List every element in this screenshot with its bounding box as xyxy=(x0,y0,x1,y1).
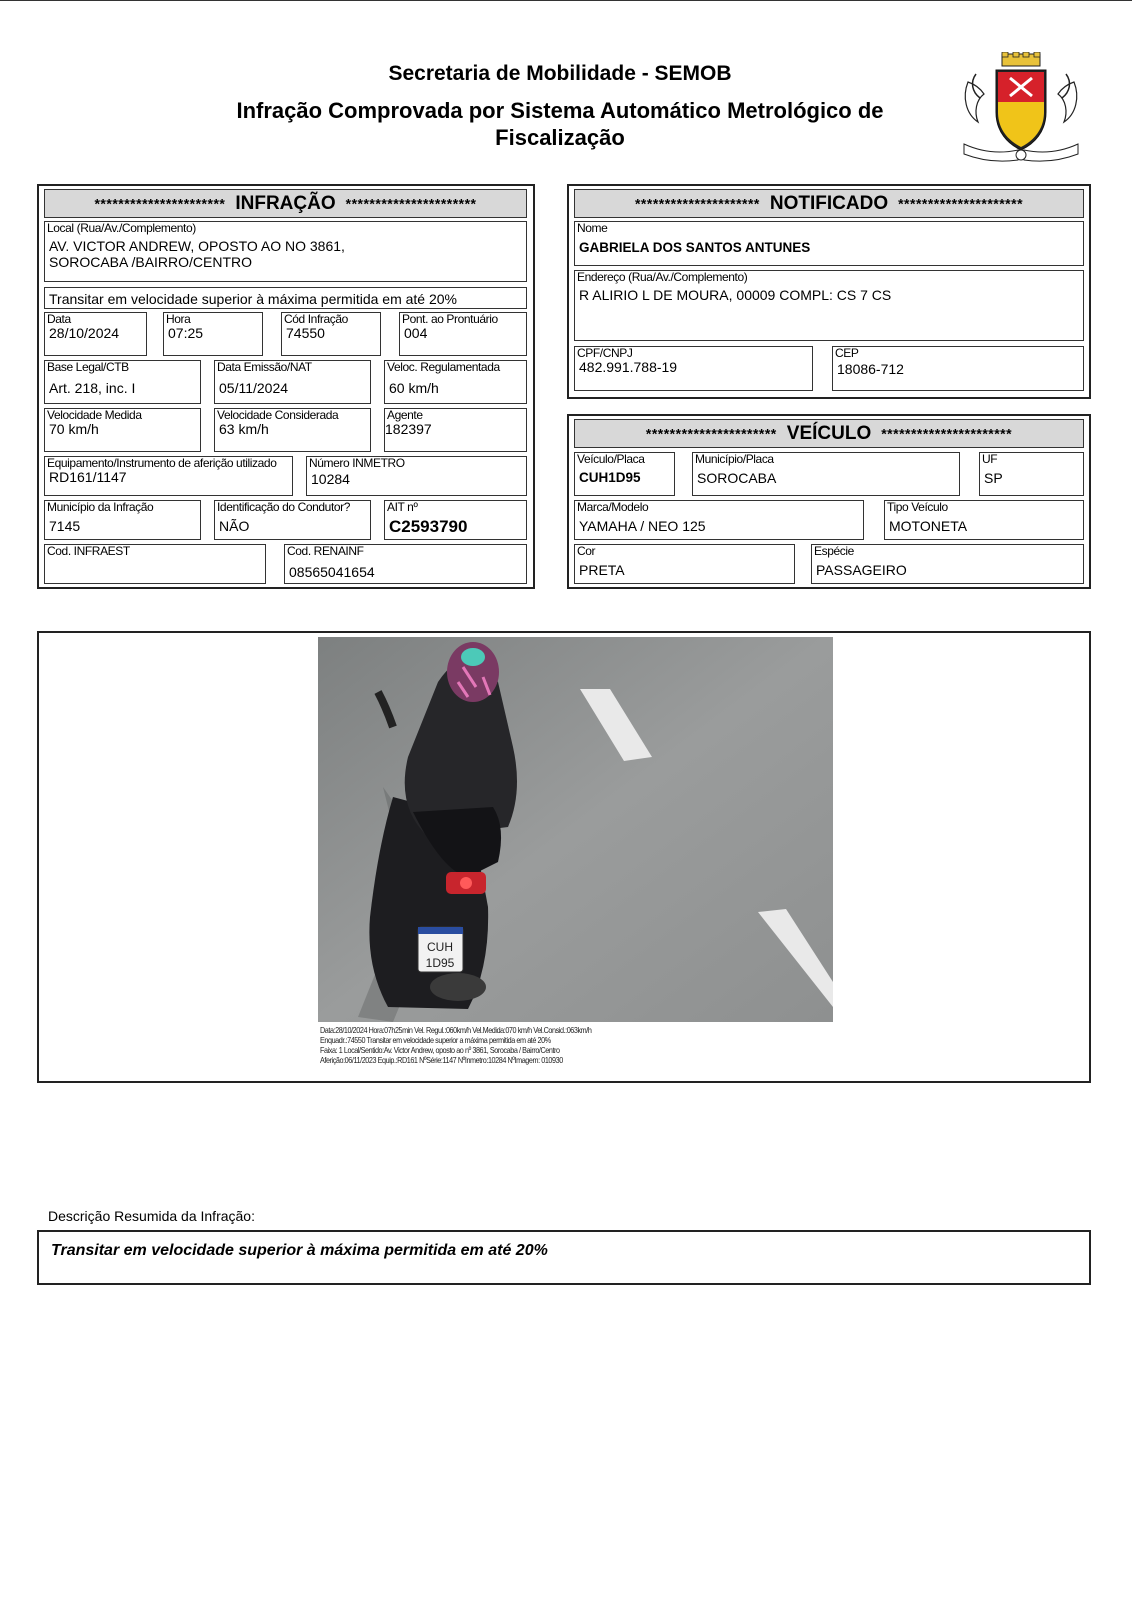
infracao-header xyxy=(44,189,527,218)
plate-line-1: CUH xyxy=(427,940,453,954)
cep-field xyxy=(832,346,1084,391)
uf-value: SP xyxy=(984,470,1003,486)
local-line-2: SOROCABA /BAIRRO/CENTRO xyxy=(49,254,253,270)
base-legal-value: Art. 218, inc. I xyxy=(49,380,136,396)
marca-modelo-label: Marca/Modelo xyxy=(577,500,649,514)
marca-modelo-field xyxy=(574,500,864,540)
stars-right: ********************** xyxy=(881,425,1013,442)
inmetro-value: 10284 xyxy=(311,471,350,487)
hora-field xyxy=(163,312,263,356)
cor-value: PRETA xyxy=(579,562,625,578)
municipio-infracao-value: 7145 xyxy=(49,518,81,534)
caption-line-4: Aferição:06/11/2023 Equip.:RD161 NºSérie:1147 NºInmetro:10284 NºImagem: 010930 xyxy=(320,1055,563,1065)
cod-infracao-field xyxy=(281,312,381,356)
hora-label: Hora xyxy=(166,312,191,326)
data-value: 28/10/2024 xyxy=(49,325,120,341)
descricao-field xyxy=(44,287,527,309)
local-line-1: AV. VICTOR ANDREW, OPOSTO AO NO 3861, xyxy=(49,238,345,254)
ait-field xyxy=(384,500,527,540)
caption-line-3: Faixa: 1 Local/Sentido:Av. Victor Andrew, oposto ao nº 3861, Sorocaba / Bairro/Centro xyxy=(320,1045,560,1055)
cpf-value: 482.991.788-19 xyxy=(579,359,678,375)
pontuacao-value: 004 xyxy=(404,325,428,341)
cpf-label: CPF/CNPJ xyxy=(577,346,633,360)
coat-of-arms-icon xyxy=(960,52,1082,164)
agente-value: 182397 xyxy=(385,421,432,437)
cod-infraest-label: Cod. INFRAEST xyxy=(47,544,130,558)
uf-field xyxy=(979,452,1084,496)
descricao-resumida-box xyxy=(37,1230,1091,1285)
municipio-infracao-field xyxy=(44,500,201,540)
uf-label: UF xyxy=(982,452,998,466)
road-scene-image xyxy=(318,637,833,1022)
pontuacao-field xyxy=(399,312,527,356)
veloc-regulamentada-label: Veloc. Regulamentada xyxy=(387,360,500,374)
base-legal-label: Base Legal/CTB xyxy=(47,360,129,374)
placa-label: Veículo/Placa xyxy=(577,452,645,466)
tipo-veiculo-label: Tipo Veículo xyxy=(887,500,948,514)
cod-renainf-field xyxy=(284,544,527,584)
notificado-title: NOTIFICADO xyxy=(769,193,889,215)
especie-field xyxy=(811,544,1084,584)
inmetro-field xyxy=(306,456,527,496)
inmetro-label: Número INMETRO xyxy=(309,456,405,470)
velocidade-medida-value: 70 km/h xyxy=(49,421,99,437)
top-border-line xyxy=(0,0,1132,1)
nome-value: GABRIELA DOS SANTOS ANTUNES xyxy=(579,240,811,255)
agente-label: Agente xyxy=(387,408,423,422)
veloc-regulamentada-value: 60 km/h xyxy=(389,380,439,396)
notificado-header xyxy=(574,189,1084,218)
subtitle-line-2: Fiscalização xyxy=(495,125,625,150)
descricao-value: Transitar em velocidade superior à máxima permitida em até 20% xyxy=(49,291,457,307)
velocidade-medida-field xyxy=(44,408,201,452)
endereco-label: Endereço (Rua/Av./Complemento) xyxy=(577,270,748,284)
page-subtitle xyxy=(200,97,920,151)
plate-line-2: 1D95 xyxy=(425,956,455,970)
data-emissao-value: 05/11/2024 xyxy=(219,380,289,396)
veiculo-header xyxy=(574,419,1084,448)
caption-line-1: Data:28/10/2024 Hora:07h25min Vel. Regul.:060km/h Vel.Medida:070 km/h Vel.Consid.:063km/h xyxy=(320,1025,592,1035)
evidence-photo xyxy=(318,637,833,1022)
placa-field xyxy=(574,452,675,496)
notificado-panel xyxy=(567,184,1091,399)
cep-label: CEP xyxy=(835,346,859,360)
cor-label: Cor xyxy=(577,544,596,558)
cep-value: 18086-712 xyxy=(837,361,904,377)
equipamento-label: Equipamento/Instrumento de aferição utilizado xyxy=(47,456,277,470)
especie-value: PASSAGEIRO xyxy=(816,562,907,578)
endereco-field xyxy=(574,270,1084,341)
identificacao-condutor-label: Identificação do Condutor? xyxy=(217,500,351,514)
local-field xyxy=(44,221,527,282)
cod-infraest-field xyxy=(44,544,266,584)
tipo-veiculo-field xyxy=(884,500,1084,540)
municipio-placa-field xyxy=(692,452,960,496)
velocidade-considerada-label: Velocidade Considerada xyxy=(217,408,339,422)
page-title: Secretaria de Mobilidade - SEMOB xyxy=(388,62,732,85)
cpf-field xyxy=(574,346,813,391)
municipio-placa-value: SOROCABA xyxy=(697,470,777,486)
data-emissao-label: Data Emissão/NAT xyxy=(217,360,312,374)
equipamento-value: RD161/1147 xyxy=(49,469,127,485)
endereco-value: R ALIRIO L DE MOURA, 00009 COMPL: CS 7 CS xyxy=(579,287,892,303)
descricao-resumida-text: Transitar em velocidade superior à máxima permitida em até 20% xyxy=(51,1242,548,1259)
subtitle-line-1: Infração Comprovada por Sistema Automático Metrológico de xyxy=(236,98,884,123)
municipio-placa-label: Município/Placa xyxy=(695,452,774,466)
pontuacao-label: Pont. ao Prontuário xyxy=(402,312,498,326)
descricao-resumida-label: Descrição Resumida da Infração: xyxy=(48,1208,255,1224)
infracao-panel xyxy=(37,184,535,589)
municipio-infracao-label: Município da Infração xyxy=(47,500,154,514)
tipo-veiculo-value: MOTONETA xyxy=(889,518,968,534)
caption-line-2: Enquadr.:74550 Transitar em velocidade superior a máxima permitida em até 20% xyxy=(320,1035,551,1045)
veiculo-panel xyxy=(567,414,1091,589)
stars-right: ********************** xyxy=(345,195,477,212)
hora-value: 07:25 xyxy=(168,325,204,341)
base-legal-field xyxy=(44,360,201,404)
local-label: Local (Rua/Av./Complemento) xyxy=(47,221,196,235)
identificacao-condutor-value: NÃO xyxy=(219,518,250,534)
stars-left: ********************** xyxy=(645,425,777,442)
cor-field xyxy=(574,544,795,584)
placa-value: CUH1D95 xyxy=(579,470,641,485)
stars-right: ********************* xyxy=(898,195,1024,212)
cod-renainf-label: Cod. RENAINF xyxy=(287,544,364,558)
cod-infracao-value: 74550 xyxy=(286,325,325,341)
stars-left: ********************** xyxy=(94,195,226,212)
data-emissao-field xyxy=(214,360,371,404)
veloc-regulamentada-field xyxy=(384,360,527,404)
velocidade-considerada-field xyxy=(214,408,371,452)
data-label: Data xyxy=(47,312,71,326)
marca-modelo-value: YAMAHA / NEO 125 xyxy=(579,518,706,534)
agente-field xyxy=(384,408,527,452)
nome-field xyxy=(574,221,1084,266)
identificacao-condutor-field xyxy=(214,500,371,540)
cod-renainf-value: 08565041654 xyxy=(289,564,375,580)
nome-label: Nome xyxy=(577,221,608,235)
stars-left: ********************* xyxy=(634,195,760,212)
velocidade-medida-label: Velocidade Medida xyxy=(47,408,142,422)
veiculo-title: VEÍCULO xyxy=(786,423,872,445)
cod-infracao-label: Cód Infração xyxy=(284,312,348,326)
data-field xyxy=(44,312,147,356)
photo-caption xyxy=(320,1025,591,1065)
especie-label: Espécie xyxy=(814,544,854,558)
velocidade-considerada-value: 63 km/h xyxy=(219,421,269,437)
ait-label: AIT nº xyxy=(387,500,418,514)
equipamento-field xyxy=(44,456,293,496)
infracao-title: INFRAÇÃO xyxy=(235,193,336,215)
ait-value: C2593790 xyxy=(389,517,468,536)
